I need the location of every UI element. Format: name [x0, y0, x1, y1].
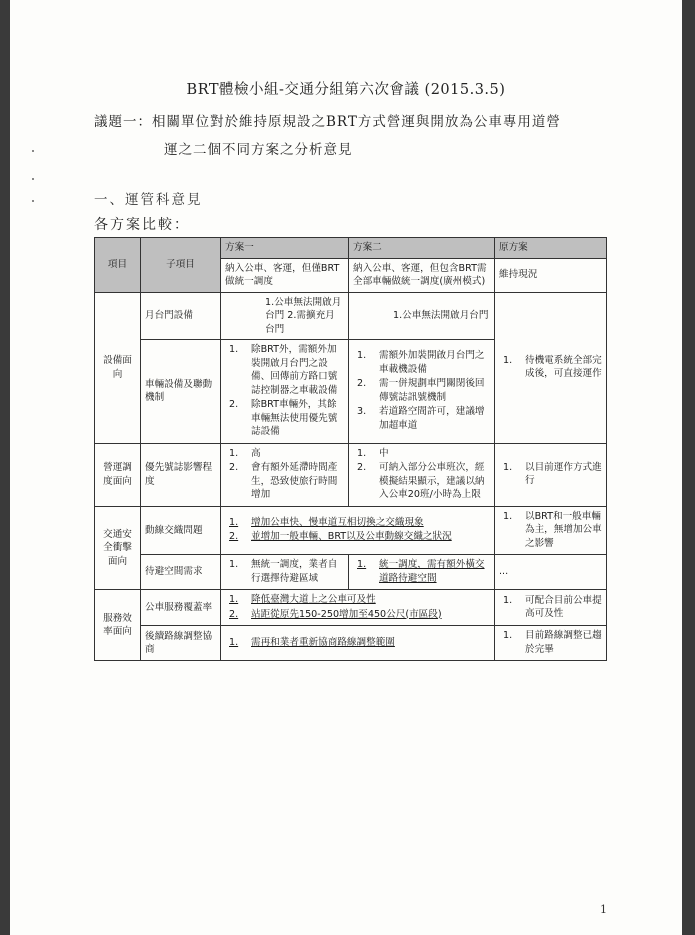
- table-row: [95, 555, 607, 590]
- scan-mark: [32, 200, 34, 202]
- item-text: 除BRT外，需額外加裝開啟月台門之設備、回傳前方路口號誌控制器之車載設備: [251, 344, 338, 396]
- item-number: 1.: [229, 447, 239, 459]
- subheading: 各方案比較：: [94, 217, 190, 233]
- item-number: 1.: [503, 510, 513, 522]
- item-number: 2.: [229, 608, 239, 620]
- list-item: [225, 636, 490, 650]
- header-plan1: 方案一: [221, 238, 349, 259]
- subitem-platform-door: 月台門設備: [141, 292, 221, 340]
- plan2-description: 納入公車、客運，但包含BRT需全部車輛做統一調度(廣州模式): [349, 258, 495, 292]
- table-row: [95, 626, 607, 661]
- scan-mark: [32, 178, 34, 180]
- table-row: [95, 292, 607, 340]
- issue-line-2: 運之二個不同方案之分析意見: [164, 142, 353, 158]
- original-list: [499, 461, 602, 488]
- subitem-route-adjust: 後續路線調整協商: [141, 626, 221, 661]
- item-text: 站距從原先150-250增加至450公尺(市區段): [251, 608, 442, 620]
- cell-waiting-plan1: [221, 555, 349, 590]
- header-original: 原方案: [495, 238, 607, 259]
- cell-waiting-plan2: [349, 555, 495, 590]
- category-equipment: 設備面向: [95, 292, 141, 443]
- comparison-table: [94, 237, 607, 661]
- item-number: 1.: [503, 630, 513, 641]
- item-text: 高: [251, 447, 261, 459]
- cell-route-original: [495, 626, 607, 661]
- document-title: BRT體檢小組-交通分組第六次會議 (2015.3.5): [186, 82, 506, 98]
- item-number: 1.: [503, 354, 513, 366]
- list-item: [353, 558, 490, 585]
- item-number: 1.: [229, 344, 239, 355]
- header-subitem: 子項目: [141, 238, 221, 293]
- category-service: 服務效率面向: [95, 590, 141, 661]
- item-number: 3.: [357, 406, 367, 418]
- subitem-vehicle: 車輛設備及聯動機制: [141, 340, 221, 444]
- list-item: [225, 398, 344, 439]
- item-number: 2.: [229, 531, 239, 543]
- item-text: 以目前運作方式進行: [525, 461, 602, 486]
- list-item: [353, 461, 490, 502]
- item-number: 1.: [503, 594, 513, 606]
- item-text: 統一調度，需有額外橫交道路待避空間: [379, 559, 485, 584]
- issue-statement: [94, 108, 614, 164]
- cell-coverage-original: [495, 590, 607, 626]
- cell-priority-plan1: [221, 443, 349, 506]
- plan1-list: [225, 447, 344, 502]
- item-text: 會有額外延滯時間產生，恐致使旅行時間增加: [251, 462, 338, 500]
- cell-text: 1.公車無法開啟月台門: [393, 310, 489, 321]
- list-item: [499, 629, 602, 656]
- list-item: [225, 343, 344, 397]
- table-row: [95, 443, 607, 506]
- list-item: [499, 594, 602, 621]
- item-number: 2.: [229, 399, 239, 410]
- table-row: [95, 506, 607, 555]
- plan2-list: [353, 447, 490, 502]
- item-text: 可配合目前公車提高可及性: [525, 594, 602, 619]
- list-item: [499, 510, 602, 551]
- cell-coverage-plans: [221, 590, 495, 626]
- cell-route-plans: [221, 626, 495, 661]
- cell-waiting-original: ...: [495, 555, 607, 590]
- original-list: [499, 510, 602, 551]
- document-page: [10, 0, 682, 935]
- item-text: 中: [379, 447, 389, 459]
- cell-priority-plan2: [349, 443, 495, 506]
- item-text: 若道路空間許可，建議增加超車道: [379, 406, 485, 431]
- original-list: [499, 354, 602, 381]
- list-item: [225, 558, 344, 585]
- item-number: 1.: [357, 559, 367, 570]
- list-item: [225, 608, 490, 622]
- item-number: 2.: [357, 378, 367, 390]
- original-list: [499, 629, 602, 656]
- cell-priority-original: [495, 443, 607, 506]
- scan-mark: [32, 150, 34, 152]
- item-number: 1.: [229, 516, 239, 528]
- list-item: [353, 405, 490, 432]
- plan1-list: [225, 558, 344, 585]
- item-text: 增加公車快、慢車道互相切換之交織現象: [251, 516, 424, 528]
- plans-list: [225, 636, 490, 650]
- item-text: 並增加一般車輛、BRT以及公車動線交織之狀況: [251, 531, 452, 543]
- item-text: 目前路線調整已趨於完畢: [525, 630, 602, 655]
- item-text: 以BRT和一般車輛為主，無增加公車之影響: [525, 510, 602, 549]
- page-number: 1: [600, 903, 607, 916]
- category-safety: 交通安全衝擊面向: [95, 506, 141, 590]
- cell-vehicle-plan2: [349, 340, 495, 444]
- cell-platform-door-plan1: [221, 292, 349, 340]
- item-number: 1.: [229, 594, 239, 605]
- header-plan2: 方案二: [349, 238, 495, 259]
- list-item: [499, 354, 602, 381]
- plan2-list: [353, 349, 490, 432]
- item-text: 需一併規劃車門關閉後回傳號誌訊號機制: [379, 378, 485, 403]
- list-item: [353, 349, 490, 376]
- table-header-row: [95, 238, 607, 259]
- item-text: 需額外加裝開啟月台門之車載機設備: [379, 350, 485, 375]
- list-item: [499, 461, 602, 488]
- cell-vehicle-plan1: [221, 340, 349, 444]
- list-item: [353, 447, 490, 461]
- item-number: 1.: [503, 461, 513, 473]
- list-item: [353, 377, 490, 404]
- cell-platform-door-plan2: [349, 292, 495, 340]
- plan1-list: [225, 343, 344, 439]
- item-text: 降低臺灣大道上之公車可及性: [251, 594, 376, 605]
- item-text: 待機電系統全部完成後，可直接運作: [525, 354, 602, 379]
- subitem-waiting: 待避空間需求: [141, 555, 221, 590]
- item-text: 可納入部分公車班次，經模擬結果顯示，建議以納入公車20班/小時為上限: [379, 462, 485, 500]
- issue-line-1: 議題一：相關單位對於維持原規設之BRT方式營運與開放為公車專用道營: [94, 114, 561, 130]
- plans-list: [225, 593, 490, 621]
- item-number: 1.: [229, 559, 239, 570]
- list-item: [225, 530, 490, 544]
- cell-conflict-plans: [221, 506, 495, 555]
- original-description: 維持現況: [495, 258, 607, 292]
- original-list: [499, 594, 602, 621]
- cell-equipment-original: [495, 292, 607, 443]
- item-text: 需再和業者重新協商路線調整範圍: [251, 636, 395, 648]
- subitem-conflict: 動線交織問題: [141, 506, 221, 555]
- plan2-list: [353, 558, 490, 585]
- list-item: [225, 516, 490, 530]
- item-number: 2.: [229, 462, 239, 473]
- item-number: 2.: [357, 462, 367, 473]
- item-text: 無統一調度，業者自行選擇待避區域: [251, 559, 338, 584]
- cell-text: 1.公車無法開啟月台門 2.需擴充月台門: [265, 296, 342, 335]
- item-text: 除BRT車輛外，其餘車輛無法使用優先號誌設備: [251, 399, 338, 437]
- header-item: 項目: [95, 238, 141, 293]
- category-dispatch: 營運調度面向: [95, 443, 141, 506]
- item-number: 1.: [229, 636, 239, 648]
- subitem-priority-signal: 優先號誌影響程度: [141, 443, 221, 506]
- plans-list: [225, 516, 490, 544]
- subitem-coverage: 公車服務覆蓋率: [141, 590, 221, 626]
- item-number: 1.: [357, 350, 367, 362]
- list-item: [225, 593, 490, 607]
- table-row: [95, 590, 607, 626]
- list-item: [225, 461, 344, 502]
- item-number: 1.: [357, 447, 367, 459]
- list-item: [225, 447, 344, 461]
- plan1-description: 納入公車、客運，但僅BRT做統一調度: [221, 258, 349, 292]
- section-heading: 一、運管科意見: [94, 192, 203, 208]
- cell-conflict-original: [495, 506, 607, 555]
